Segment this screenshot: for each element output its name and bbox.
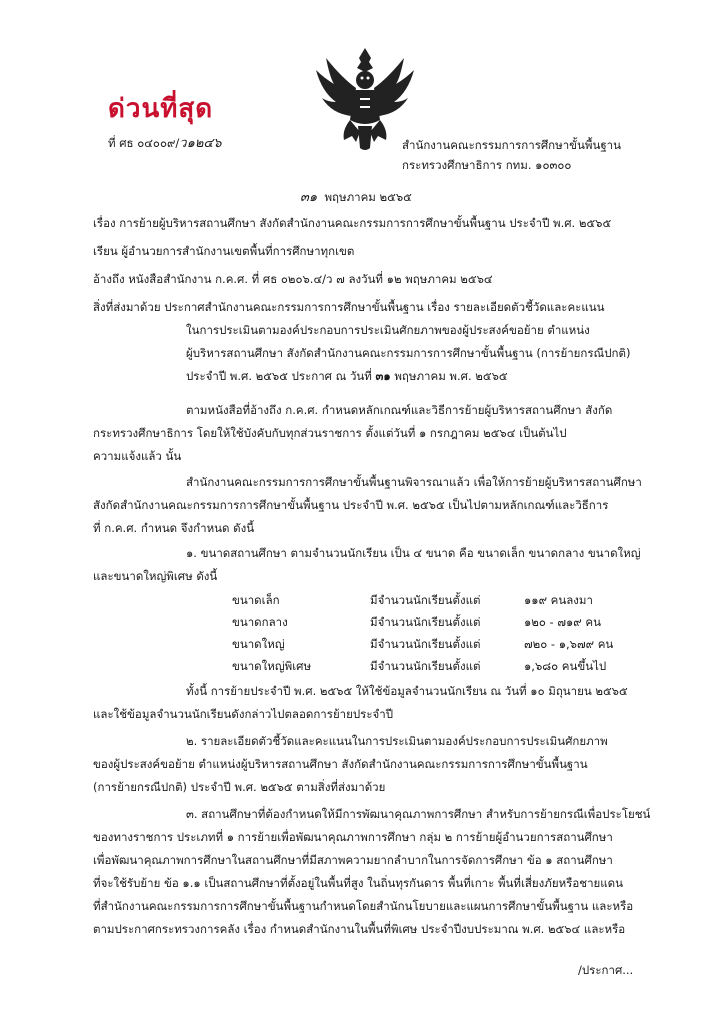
para3-line-2: และขนาดใหญ่พิเศษ ดังนี้ — [93, 569, 218, 583]
para5-line-1: ๒. รายละเอียดตัวชี้วัดและคะแนนในการประเมินตามองค์ประกอบการประเมินศักยภาพ — [186, 734, 608, 748]
size-desc: มีจำนวนนักเรียนตั้งแต่ — [370, 659, 481, 673]
size-desc: มีจำนวนนักเรียนตั้งแต่ — [370, 593, 481, 607]
date-month-year: พฤษภาคม ๒๕๖๕ — [324, 190, 412, 204]
enclosure-date-prefix: ประจำปี พ.ศ. ๒๕๖๕ ประกาศ ณ วันที่ — [186, 369, 376, 383]
para1-line-3: ความแจ้งแล้ว นั้น — [93, 449, 182, 463]
enclosure-line-4 — [186, 368, 508, 386]
recipient-line: เรียน ผู้อำนวยการสำนักงานเขตพื้นที่การศึกษาทุกเขต — [93, 244, 355, 258]
size-name: ขนาดใหญ่พิเศษ — [232, 659, 312, 673]
para6-line-5: ที่สำนักงานคณะกรรมการการศึกษาขั้นพื้นฐานกำหนดโดยสำนักนโยบายและแผนการศึกษาขั้นพื้นฐาน และหรือ — [93, 899, 634, 913]
para5-line-2: ของผู้ประสงค์ขอย้าย ตำแหน่งผู้บริหารสถานศึกษา สังกัดสำนักงานคณะกรรมการการศึกษาขั้นพื้นฐาน — [93, 757, 588, 771]
enclosure-line-2: ในการประเมินตามองค์ประกอบการประเมินศักยภาพของผู้ประสงค์ขอย้าย ตำแหน่ง — [186, 323, 590, 337]
size-range: ๑๑๙ คนลงมา — [524, 593, 593, 607]
size-name: ขนาดเล็ก — [232, 593, 280, 607]
size-desc: มีจำนวนนักเรียนตั้งแต่ — [370, 637, 481, 651]
size-range: ๑๒๐ - ๗๑๙ คน — [524, 615, 601, 629]
size-name: ขนาดกลาง — [232, 615, 288, 629]
para6-line-2: ของทางราชการ ประเภทที่ ๑ การย้ายเพื่อพัฒนาคุณภาพการศึกษา กลุ่ม ๒ การย้ายผู้อำนวยการสถานศึกษา — [93, 830, 613, 844]
organization-address: กระทรวงศึกษาธิการ กทม. ๑๐๓๐๐ — [402, 158, 572, 172]
enclosure-date-suffix: พฤษภาคม พ.ศ. ๒๕๖๕ — [390, 369, 508, 383]
para3-line-1: ๑. ขนาดสถานศึกษา ตามจำนวนนักเรียน เป็น ๔ ขนาด คือ ขนาดเล็ก ขนาดกลาง ขนาดใหญ่ — [186, 546, 641, 560]
date-day-handwritten: ๓๑ — [300, 190, 318, 205]
enclosure-line-1: สิ่งที่ส่งมาด้วย ประกาศสำนักงานคณะกรรมการการศึกษาขั้นพื้นฐาน เรื่อง รายละเอียดตัวชี้วัดและคะแนน — [93, 300, 605, 314]
size-range: ๗๒๐ - ๑,๖๗๙ คน — [524, 637, 614, 651]
urgent-stamp: ด่วนที่สุด — [108, 94, 214, 124]
size-name: ขนาดใหญ่ — [232, 637, 285, 651]
para5-line-3: (การย้ายกรณีปกติ) ประจำปี พ.ศ. ๒๕๖๕ ตามสิ่งที่ส่งมาด้วย — [93, 780, 386, 794]
para6-line-3: เพื่อพัฒนาคุณภาพการศึกษาในสถานศึกษาที่มีสภาพความยากลำบากในการจัดการศึกษา ข้อ ๑ สถานศึกษา — [93, 853, 613, 867]
continuation-marker: /ประกาศ... — [578, 963, 634, 977]
para6-line-1: ๓. สถานศึกษาที่ต้องกำหนดให้มีการพัฒนาคุณภาพการศึกษา สำหรับการย้ายกรณีเพื่อประโยชน์ — [186, 807, 651, 821]
reference-label: ที่ ศธ ๐๔๐๐๙/ — [108, 136, 180, 150]
enclosure-date-day: ๓๑ — [375, 369, 391, 383]
organization-name: สำนักงานคณะกรรมการการศึกษาขั้นพื้นฐาน — [402, 138, 621, 152]
document-date — [300, 186, 412, 207]
para4-line-2: และใช้ข้อมูลจำนวนนักเรียนดังกล่าวไปตลอดการย้ายประจำปี — [93, 707, 394, 721]
para1-line-1: ตามหนังสือที่อ้างถึง ก.ค.ศ. กำหนดหลักเกณฑ์และวิธีการย้ายผู้บริหารสถานศึกษา สังกัด — [186, 403, 613, 417]
size-desc: มีจำนวนนักเรียนตั้งแต่ — [370, 615, 481, 629]
reference-handwritten: ว๑๒๔๖ — [179, 136, 222, 151]
reference-number — [108, 132, 222, 153]
size-range: ๑,๖๘๐ คนขึ้นไป — [524, 659, 607, 673]
subject-line: เรื่อง การย้ายผู้บริหารสถานศึกษา สังกัดสำนักงานคณะกรรมการการศึกษาขั้นพื้นฐาน ประจำปี พ.ศ. ๒๕๖๕ — [93, 216, 612, 230]
para1-line-2: กระทรวงศึกษาธิการ โดยให้ใช้บังคับกับทุกส่วนราชการ ตั้งแต่วันที่ ๑ กรกฎาคม ๒๕๖๔ เป็นต้นไป — [93, 426, 567, 440]
para2-line-3: ที่ ก.ค.ศ. กำหนด จึงกำหนด ดังนี้ — [93, 521, 255, 535]
para6-line-6: ตามประกาศกระทรวงการคลัง เรื่อง กำหนดสำนักงานในพื้นที่พิเศษ ประจำปีงบประมาณ พ.ศ. ๒๕๖๔ และหรือ — [93, 922, 626, 936]
para4-line-1: ทั้งนี้ การย้ายประจำปี พ.ศ. ๒๕๖๕ ให้ใช้ข้อมูลจำนวนนักเรียน ณ วันที่ ๑๐ มิถุนายน ๒๕๖๕ — [186, 684, 628, 698]
reference-line: อ้างถึง หนังสือสำนักงาน ก.ค.ศ. ที่ ศธ ๐๒๐๖.๔/ว ๗ ลงวันที่ ๑๒ พฤษภาคม ๒๕๖๔ — [93, 272, 493, 286]
para6-line-4: ที่จะใช้รับย้าย ข้อ ๑.๑ เป็นสถานศึกษาที่ตั้งอยู่ในพื้นที่สูง ในถิ่นทุรกันดาร พื้นที่เกาะ พื้นที่เสี่ยงภัยหรือชายแดน — [93, 876, 624, 890]
para2-line-1: สำนักงานคณะกรรมการการศึกษาขั้นพื้นฐานพิจารณาแล้ว เพื่อให้การย้ายผู้บริหารสถานศึกษา — [186, 475, 642, 489]
para2-line-2: สังกัดสำนักงานคณะกรรมการการศึกษาขั้นพื้นฐาน ประจำปี พ.ศ. ๒๕๖๕ เป็นไปตามหลักเกณฑ์และวิธีการ — [93, 498, 609, 512]
enclosure-line-3: ผู้บริหารสถานศึกษา สังกัดสำนักงานคณะกรรมการการศึกษาขั้นพื้นฐาน (การย้ายกรณีปกติ) — [186, 346, 631, 360]
